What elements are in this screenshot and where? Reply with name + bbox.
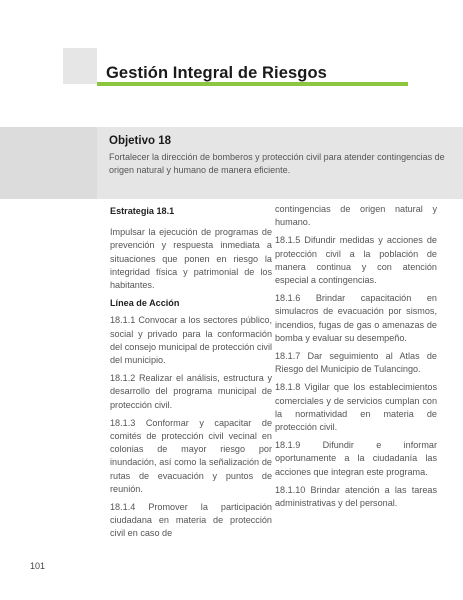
strategy-text: Impulsar la ejecución de programas de prevención y respuesta inmediata a situaciones que ponen en riesgo la integridad física y patrimonial de los habitantes.	[110, 227, 272, 291]
right-column	[275, 203, 437, 515]
objective-band-left	[0, 127, 97, 199]
action-item: 18.1.9 Difundir e informar oportunamente a la ciudadanía las acciones que integran este programa.	[275, 440, 437, 477]
title-underline-bar	[97, 82, 408, 86]
action-item: 18.1.7 Dar seguimiento al Atlas de Riesgo del Municipio de Tulancingo.	[275, 351, 437, 375]
action-item: contingencias de origen natural y humano.	[275, 204, 437, 228]
action-item: 18.1.6 Brindar capacitación en simulacros de evacuación por sismos, incendios, fugas de gas o amenazas de bomba y evaluar su desempeño.	[275, 293, 437, 343]
left-column	[110, 205, 272, 546]
strategy-heading: Estrategia 18.1	[110, 206, 175, 216]
action-item: 18.1.4 Promover la participación ciudadana en materia de protección civil en caso de	[110, 502, 272, 539]
page-number: 101	[30, 561, 46, 571]
objective-title: Objetivo 18	[109, 135, 171, 147]
action-item: 18.1.3 Conformar y capacitar de comités de protección civil vecinal en colonias de mayor riesgo por inundación, así como la señalización de rutas de evacuación y puntos de reunión.	[110, 417, 272, 494]
action-item: 18.1.5 Difundir medidas y acciones de protección civil a la población de manera continua y con atención especial a contingencias.	[275, 235, 437, 286]
objective-text: Fortalecer la dirección de bomberos y protección civil para atender contingencias de origen natural y humano de manera eficiente.	[109, 152, 445, 175]
action-lines-heading: Línea de Acción	[110, 298, 180, 309]
action-item: 18.1.1 Convocar a los sectores público, social y privado para la conformación del consejo municipal de protección civil del municipio.	[110, 315, 272, 366]
action-item: 18.1.10 Brindar atención a las tareas administrativas y del personal.	[275, 484, 437, 509]
page-title: Gestión Integral de Riesgos	[106, 64, 327, 82]
action-item: 18.1.8 Vigilar que los establecimientos comerciales y de servicios cumplan con la normatividad en materia de protección civil.	[275, 382, 437, 433]
title-tab-decoration	[63, 48, 97, 84]
objective-band	[0, 127, 463, 199]
action-item: 18.1.2 Realizar el análisis, estructura y desarrollo del programa municipal de protección civil.	[110, 373, 272, 410]
